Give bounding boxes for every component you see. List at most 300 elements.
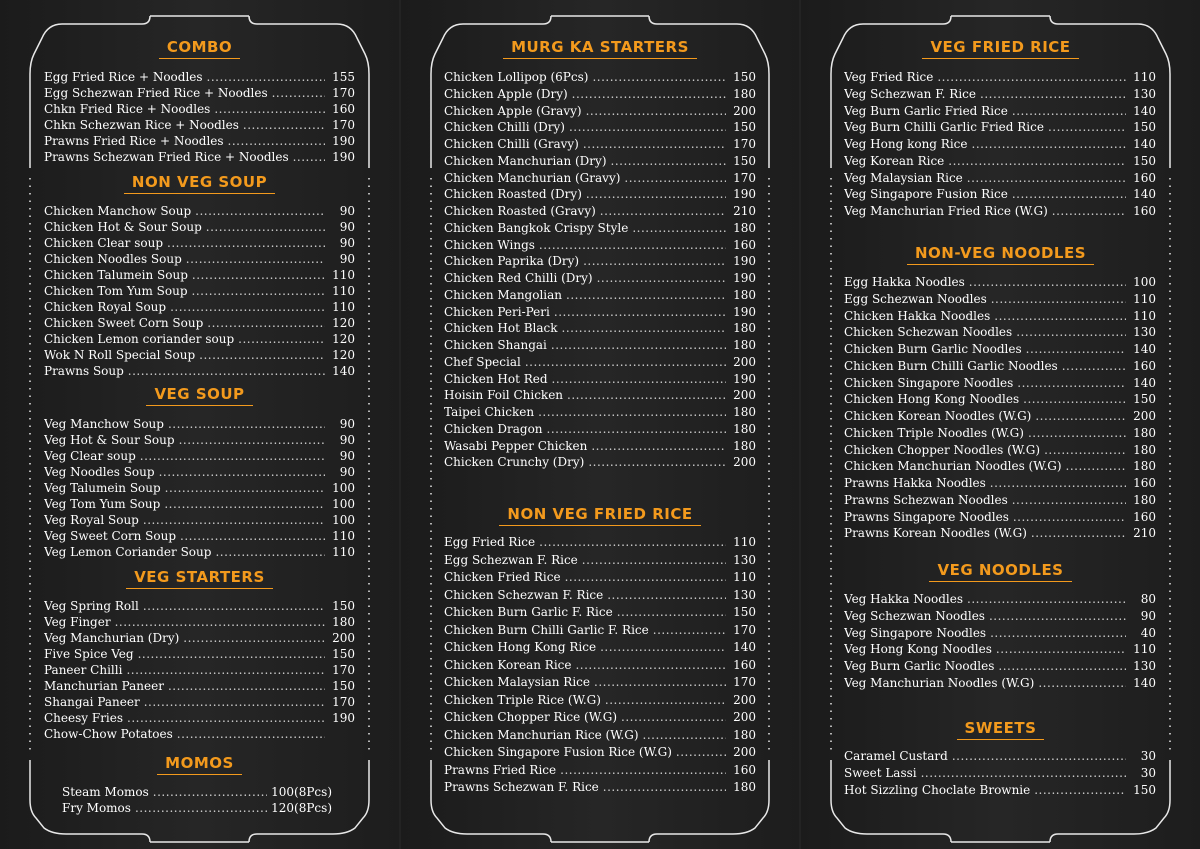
menu-item (444, 454, 756, 471)
menu-item (444, 186, 756, 203)
item-name: Egg Schezwan Noodles (844, 291, 987, 306)
item-price: 180 (733, 287, 756, 302)
item-price: 30 (1140, 765, 1156, 780)
item-name: Chicken Triple Rice (W.G) (444, 692, 601, 707)
dot-leader (565, 569, 726, 587)
item-list-veg-fried-rice (844, 69, 1156, 220)
item-price: 140 (1133, 375, 1156, 390)
item-name: Egg Hakka Noodles (844, 275, 965, 289)
dot-leader (621, 709, 726, 727)
item-price: 180 (733, 780, 756, 794)
item-name: Chicken Chopper Rice (W.G) (444, 710, 618, 724)
item-price: 140 (1133, 342, 1156, 356)
menu-item (844, 69, 1156, 86)
dot-leader (611, 153, 726, 170)
dot-leader (989, 608, 1126, 625)
dot-leader (243, 117, 325, 133)
menu-item (44, 614, 355, 630)
item-name: Chicken Manchurian Noodles (W.G) (844, 459, 1062, 474)
item-name: Chicken Noodles Soup (44, 252, 182, 266)
menu-item (44, 101, 355, 117)
menu-item (444, 762, 756, 780)
menu-item (44, 347, 355, 363)
menu-item (844, 525, 1156, 542)
item-price: 150 (332, 599, 355, 613)
menu-item (44, 726, 355, 742)
dot-leader (164, 496, 325, 512)
menu-item (444, 404, 756, 421)
dot-leader (586, 186, 726, 203)
item-name: Prawns Schezwan Fried Rice + Noodles (44, 150, 289, 164)
item-price: 90 (339, 204, 355, 218)
item-price: 190 (733, 304, 756, 319)
item-price: 90 (339, 449, 355, 463)
item-name: Chicken Hot Red (444, 371, 548, 386)
item-price: 160 (1133, 476, 1156, 490)
menu-item (44, 480, 355, 496)
panel-middle-content (401, 0, 799, 849)
menu-item (844, 186, 1156, 203)
item-name: Veg Manchurian (Dry) (44, 631, 180, 645)
item-name: Chicken Chopper Noodles (W.G) (844, 442, 1041, 457)
menu-item (444, 136, 756, 153)
menu-item (444, 438, 756, 455)
item-name: Veg Manchurian Fried Rice (W.G) (844, 204, 1048, 218)
menu-item (444, 534, 756, 552)
item-price: 130 (733, 552, 756, 567)
dot-leader (180, 528, 325, 544)
dot-leader (1048, 119, 1126, 136)
item-price: 150 (1133, 782, 1156, 797)
item-price: 140 (1133, 137, 1156, 151)
dot-leader (1012, 186, 1126, 203)
menu-item (444, 639, 756, 657)
menu-item (444, 604, 756, 622)
item-name: Chkn Fried Rice + Noodles (44, 102, 211, 116)
menu-item (44, 203, 355, 219)
menu-item (44, 630, 355, 646)
dot-leader (1016, 324, 1126, 341)
menu-item (44, 448, 355, 464)
item-price: 170 (733, 675, 756, 689)
item-price: 210 (733, 204, 756, 218)
item-name: Prawns Fried Rice + Noodles (44, 134, 224, 148)
item-price: 170 (733, 170, 756, 185)
menu-item (444, 86, 756, 103)
menu-item (44, 464, 355, 480)
item-price: 180 (1133, 442, 1156, 457)
item-name: Chicken Shangai (444, 338, 547, 352)
dot-leader (143, 598, 325, 614)
dot-leader (228, 133, 325, 149)
item-name: Chicken Malaysian Rice (444, 675, 590, 689)
item-name: Veg Hot & Sour Soup (44, 433, 175, 447)
item-price: 150 (733, 70, 756, 84)
item-name: Chef Special (444, 354, 521, 369)
panel-right-content (801, 0, 1200, 849)
dot-leader (562, 320, 726, 337)
menu-item (844, 641, 1156, 658)
dot-leader (551, 337, 726, 354)
section-header-non-veg-fried-rice (401, 505, 799, 526)
item-name: Veg Schezwan F. Rice (844, 86, 977, 101)
item-name: Chkn Schezwan Rice + Noodles (44, 118, 239, 132)
item-price: 130 (1133, 659, 1156, 673)
item-price: 200 (733, 388, 756, 403)
item-name: Veg Hong Kong Noodles (844, 642, 992, 657)
dot-leader (583, 253, 726, 270)
item-name: Chicken Apple (Gravy) (444, 103, 582, 118)
item-name: Chicken Manchow Soup (44, 204, 192, 218)
item-price: 110 (1133, 642, 1156, 657)
item-list-veg-noodles (844, 591, 1156, 692)
dot-leader (972, 136, 1127, 153)
item-name: Cheesy Fries (44, 711, 124, 725)
menu-item (44, 416, 355, 432)
menu-item (844, 675, 1156, 692)
section-title: VEG SOUP (146, 385, 252, 406)
dot-leader (566, 287, 726, 304)
item-price: 110 (1133, 291, 1156, 306)
menu-item (444, 354, 756, 371)
menu-item (844, 203, 1156, 220)
item-name: Hot Sizzling Choclate Brownie (844, 782, 1031, 797)
item-price: 110 (733, 535, 756, 549)
dot-leader (952, 748, 1126, 765)
section-header-momos (0, 754, 399, 775)
item-price: 180 (733, 727, 756, 742)
section-title: VEG FRIED RICE (922, 38, 1078, 59)
dot-leader (594, 674, 726, 692)
item-name: Veg Korean Rice (844, 153, 945, 168)
menu-item (44, 117, 355, 133)
dot-leader (586, 103, 726, 120)
item-name: Veg Manchurian Noodles (W.G) (844, 675, 1035, 690)
dot-leader (991, 291, 1126, 308)
item-price: 170 (733, 622, 756, 637)
menu-item (444, 622, 756, 640)
item-name: Veg Tom Yum Soup (44, 497, 161, 511)
item-name: Prawns Hakka Noodles (844, 476, 986, 490)
dot-leader (186, 251, 325, 267)
menu-item (444, 170, 756, 187)
item-name: Veg Burn Garlic Fried Rice (844, 103, 1008, 118)
item-name: Veg Schezwan Noodles (844, 608, 985, 623)
item-price: 110 (332, 545, 355, 559)
menu-item (844, 391, 1156, 408)
item-name: Veg Royal Soup (44, 513, 139, 527)
item-price: 130 (733, 587, 756, 602)
item-price: 200 (1133, 409, 1156, 423)
menu-item (44, 267, 355, 283)
menu-item (444, 709, 756, 727)
item-name: Chicken Korean Rice (444, 657, 572, 672)
dot-leader (969, 274, 1126, 291)
item-price: 180 (1133, 459, 1156, 474)
menu-item (844, 274, 1156, 291)
item-name: Taipei Chicken (444, 405, 535, 419)
item-list-momos (62, 784, 332, 816)
item-price: 40 (1140, 625, 1156, 640)
item-name: Chicken Schezwan F. Rice (444, 587, 604, 602)
item-name: Chicken Hong Kong Noodles (844, 392, 1020, 407)
menu-item (44, 149, 355, 165)
item-price: 170 (332, 118, 355, 132)
dot-leader (1026, 341, 1126, 358)
dot-leader (165, 480, 325, 496)
item-name: Chicken Manchurian (Dry) (444, 153, 607, 168)
item-name: Prawns Singapore Noodles (844, 509, 1009, 524)
menu-item (44, 710, 355, 726)
menu-item (444, 552, 756, 570)
item-price: 130 (1133, 325, 1156, 340)
menu-item (444, 304, 756, 321)
dot-leader (948, 153, 1126, 170)
menu-item (44, 496, 355, 512)
section-title: MOMOS (157, 754, 242, 775)
dot-leader (140, 448, 325, 464)
dot-leader (1017, 375, 1126, 392)
item-price: 160 (1133, 358, 1156, 373)
item-price: 140 (1133, 103, 1156, 118)
section-title: VEG STARTERS (126, 568, 273, 589)
item-name: Chicken Hong Kong Rice (444, 640, 597, 654)
item-name: Prawns Soup (44, 364, 124, 378)
item-name: Chicken Fried Rice (444, 570, 561, 584)
item-price: 110 (733, 570, 756, 584)
item-price: 190 (332, 134, 355, 148)
item-price: 120 (332, 316, 355, 330)
dot-leader (153, 784, 267, 800)
item-price: 100 (332, 481, 355, 495)
menu-item (844, 591, 1156, 608)
item-list-non-veg-soup (44, 203, 355, 379)
menu-item (44, 219, 355, 235)
section-title: VEG NOODLES (929, 561, 1071, 582)
item-price: 120 (332, 332, 355, 346)
dot-leader (272, 85, 325, 101)
dot-leader (1012, 103, 1126, 120)
dot-leader (127, 710, 325, 726)
menu-item (444, 237, 756, 254)
item-price: 160 (733, 762, 756, 777)
dot-leader (592, 69, 726, 86)
item-price: 200 (733, 692, 756, 707)
dot-leader (632, 220, 726, 237)
dot-leader (921, 765, 1126, 782)
item-price: 160 (1133, 170, 1156, 185)
dot-leader (560, 762, 726, 780)
menu-item (844, 136, 1156, 153)
item-price: 110 (332, 529, 355, 543)
item-name: Chicken Burn Chilli Garlic Noodles (844, 358, 1058, 373)
dot-leader (582, 552, 726, 570)
item-name: Chicken Royal Soup (44, 300, 167, 314)
item-price: 90 (339, 433, 355, 447)
item-name: Wok N Roll Special Soup (44, 348, 196, 362)
dot-leader (569, 119, 726, 136)
item-name: Chicken Burn Garlic Noodles (844, 342, 1022, 356)
item-name: Chicken Chilli (Dry) (444, 120, 565, 135)
menu-item (444, 287, 756, 304)
item-name: Veg Fried Rice (844, 70, 934, 84)
item-name: Prawns Schezwan Noodles (844, 492, 1008, 507)
item-name: Chicken Talumein Soup (44, 268, 188, 282)
menu-item (44, 251, 355, 267)
item-name: Chicken Red Chilli (Dry) (444, 271, 593, 285)
dot-leader (135, 800, 267, 816)
section-header-sweets (801, 719, 1200, 740)
item-list-murg-ka-starters (444, 69, 756, 471)
menu-item (444, 371, 756, 388)
dot-leader (603, 779, 726, 797)
item-name: Chicken Burn Garlic F. Rice (444, 605, 613, 619)
item-name: Chicken Wings (444, 237, 535, 252)
dot-leader (1035, 408, 1126, 425)
dot-leader (1012, 492, 1126, 509)
item-name: Egg Fried Rice + Noodles (44, 70, 203, 84)
menu-item (444, 253, 756, 270)
menu-item (44, 363, 355, 379)
dot-leader (238, 331, 325, 347)
dot-leader (177, 726, 325, 742)
menu-item (844, 765, 1156, 782)
item-price: 150 (332, 679, 355, 693)
item-name: Prawns Schezwan F. Rice (444, 780, 599, 794)
item-name: Veg Hakka Noodles (844, 592, 964, 606)
dot-leader (643, 727, 726, 745)
menu-panel-right (801, 0, 1200, 849)
menu-item (844, 103, 1156, 120)
item-price: 140 (733, 640, 756, 654)
item-price: 140 (332, 364, 355, 378)
item-name: Manchurian Paneer (44, 679, 164, 693)
item-list-combo (44, 69, 355, 165)
section-header-combo (0, 38, 399, 59)
section-title: NON VEG FRIED RICE (499, 505, 700, 526)
item-list-non-veg-fried-rice (444, 534, 756, 797)
menu-item (844, 153, 1156, 170)
item-price: 170 (733, 137, 756, 151)
menu-item (844, 625, 1156, 642)
item-name: Chicken Lollipop (6Pcs) (444, 70, 589, 84)
dot-leader (128, 363, 325, 379)
dot-leader (207, 69, 325, 85)
item-price: 190 (332, 711, 355, 725)
item-list-non-veg-noodles (844, 274, 1156, 542)
dot-leader (967, 170, 1126, 187)
dot-leader (1038, 675, 1126, 692)
dot-leader (1052, 203, 1126, 220)
item-price: 180 (733, 220, 756, 235)
section-title: COMBO (159, 38, 240, 59)
dot-leader (588, 454, 726, 471)
item-list-veg-soup (44, 416, 355, 560)
menu-item (444, 103, 756, 120)
dot-leader (138, 646, 325, 662)
item-name: Chicken Dragon (444, 421, 543, 436)
item-name: Steam Momos (62, 785, 149, 799)
item-price: 210 (1133, 526, 1156, 541)
menu-item (44, 662, 355, 678)
item-price: 200 (733, 103, 756, 118)
item-price: 200 (733, 745, 756, 759)
menu-item (444, 692, 756, 710)
menu-item (44, 283, 355, 299)
item-price: 100(8Pcs) (271, 785, 332, 799)
item-price: 150 (733, 153, 756, 168)
item-name: Egg Schezwan F. Rice (444, 552, 578, 567)
item-name: Hoisin Foil Chicken (444, 388, 564, 403)
item-name: Veg Sweet Corn Soup (44, 529, 177, 543)
item-name: Chicken Manchurian Rice (W.G) (444, 727, 639, 742)
item-price: 160 (1133, 509, 1156, 524)
menu-item (844, 509, 1156, 526)
item-price: 180 (733, 86, 756, 101)
dot-leader (607, 587, 726, 605)
item-price: 190 (733, 187, 756, 202)
section-title: NON-VEG NOODLES (907, 244, 1094, 265)
menu-item (844, 475, 1156, 492)
item-name: Sweet Lassi (844, 765, 917, 780)
item-name: Veg Clear soup (44, 449, 136, 463)
dot-leader (1066, 458, 1126, 475)
item-price: 170 (332, 86, 355, 100)
item-price: 150 (1133, 120, 1156, 135)
menu-item (844, 408, 1156, 425)
item-name: Paneer Chilli (44, 663, 123, 677)
item-price: 90 (339, 465, 355, 479)
section-header-veg-soup (0, 385, 399, 406)
dot-leader (170, 299, 325, 315)
item-name: Chicken Hakka Noodles (844, 308, 991, 323)
item-name: Chicken Roasted (Gravy) (444, 204, 596, 218)
panel-left-content (0, 0, 399, 849)
item-name: Egg Fried Rice (444, 535, 536, 549)
item-price: 200 (733, 455, 756, 470)
dot-leader (1044, 442, 1126, 459)
section-header-veg-fried-rice (801, 38, 1200, 59)
item-price: 180 (1133, 425, 1156, 440)
item-price: 100 (1133, 275, 1156, 289)
menu-item (444, 119, 756, 136)
item-name: Chicken Burn Chilli Garlic F. Rice (444, 622, 649, 637)
item-name: Veg Singapore Fusion Rice (844, 187, 1008, 202)
item-list-veg-starters (44, 598, 355, 742)
dot-leader (167, 235, 325, 251)
section-header-non-veg-soup (0, 173, 399, 194)
dot-leader (1031, 525, 1126, 542)
dot-leader (525, 354, 726, 371)
dot-leader (653, 622, 726, 640)
item-name: Veg Singapore Noodles (844, 625, 987, 640)
menu-panel-middle (401, 0, 799, 849)
dot-leader (126, 662, 325, 678)
dot-leader (192, 267, 325, 283)
dot-leader (937, 69, 1126, 86)
dot-leader (996, 641, 1126, 658)
menu-item (844, 442, 1156, 459)
item-price: 160 (733, 237, 756, 252)
dot-leader (215, 544, 325, 560)
dot-leader (168, 678, 325, 694)
dot-leader (994, 308, 1126, 325)
item-price: 190 (332, 150, 355, 164)
item-name: Chicken Apple (Dry) (444, 86, 568, 101)
item-price: 160 (332, 102, 355, 116)
dot-leader (539, 534, 726, 552)
menu-item (444, 421, 756, 438)
